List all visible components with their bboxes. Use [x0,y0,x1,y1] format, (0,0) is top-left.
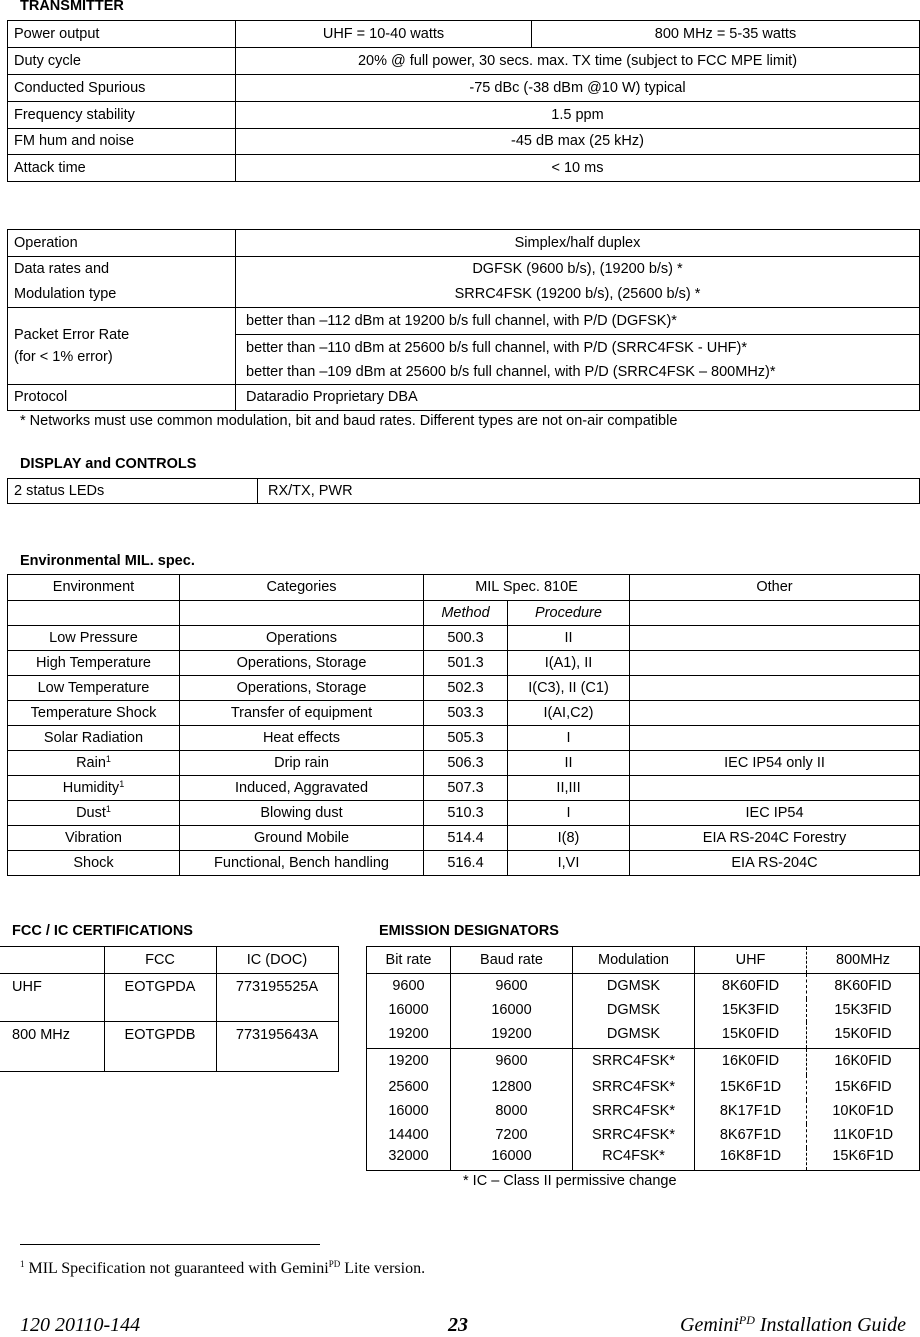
uhf-cell: 15K6F1D [695,1075,807,1100]
row-value: Simplex/half duplex [236,230,920,257]
mod-cell: RC4FSK* [573,1148,695,1171]
uhf-cell: 8K60FID [695,974,807,999]
table-row [8,155,920,182]
mod-cell: SRRC4FSK* [573,1100,695,1124]
empty-cell [180,601,424,626]
footnote-sup: PD [328,1259,341,1269]
table-header-row [0,947,338,974]
method-cell: 510.3 [424,801,508,826]
other-cell [630,726,920,751]
table-row [367,1075,920,1100]
row-value: -45 dB max (25 kHz) [236,129,920,155]
row-label: Operation [8,230,236,257]
table-row [367,999,920,1022]
row-value: 1.5 ppm [236,102,920,129]
table-row [8,48,920,75]
value-line: SRRC4FSK (19200 b/s), (25600 b/s) * [454,286,701,302]
table-row [8,751,920,776]
uhf-cell: 15K3FID [695,999,807,1022]
method-cell: 500.3 [424,626,508,651]
cat-cell: Operations, Storage [180,676,424,701]
row-label: Power output [8,21,236,48]
operation-table [7,229,920,411]
row-label: Conducted Spurious [8,75,236,102]
empty-cell [630,601,920,626]
table-row [8,826,920,851]
fcc-title: FCC / IC CERTIFICATIONS [12,923,193,939]
uhf-cell: 8K17F1D [695,1100,807,1124]
footnote-ref: 1 [105,753,111,764]
footnote-rule [20,1244,320,1245]
display-table [7,478,920,504]
mhz-cell: 15K0FID [807,1022,920,1049]
cat-cell: Functional, Bench handling [180,851,424,876]
proc-cell: I,VI [508,851,630,876]
cat-cell: Blowing dust [180,801,424,826]
table-row [8,21,920,48]
ic-cell: 773195643A [216,1022,338,1072]
value-line: better than –109 dBm at 25600 b/s full channel, with P/D (SRRC4FSK – 800MHz)* [246,363,776,380]
baud-cell: 8000 [451,1100,573,1124]
row-label: Protocol [8,385,236,411]
method-cell: 516.4 [424,851,508,876]
env-text: Rain [76,754,106,771]
cat-cell: Operations, Storage [180,651,424,676]
env-cell [8,776,180,801]
bit-cell: 9600 [367,974,451,999]
uhf-cell: 16K0FID [695,1049,807,1075]
row-value: 20% @ full power, 30 secs. max. TX time (subject to FCC MPE limit) [236,48,920,75]
label-line: Packet Error Rate [14,327,130,343]
row-value: 800 MHz = 5-35 watts [532,21,920,48]
doc-title [680,1314,906,1337]
env-cell: Temperature Shock [8,701,180,726]
row-value: better than –112 dBm at 19200 b/s full channel, with P/D (DGFSK)* [236,308,920,335]
method-cell: 506.3 [424,751,508,776]
bit-cell: 16000 [367,1100,451,1124]
method-cell: 501.3 [424,651,508,676]
bit-cell: 19200 [367,1022,451,1049]
footnote-text: MIL Specification not guaranteed with Gemini [28,1260,329,1277]
table-row [8,651,920,676]
row-value: UHF = 10-40 watts [236,21,532,48]
label-line: Data rates and [14,261,110,277]
mod-cell: SRRC4FSK* [573,1124,695,1148]
env-table [7,574,920,876]
other-cell: IEC IP54 only II [630,751,920,776]
baud-cell: 9600 [451,974,573,999]
method-cell: 503.3 [424,701,508,726]
uhf-cell: 16K8F1D [695,1148,807,1171]
env-cell: Shock [8,851,180,876]
fcc-table [0,946,339,1072]
table-row [8,230,920,257]
table-row [367,1124,920,1148]
empty-cell [8,601,180,626]
method-cell: 505.3 [424,726,508,751]
doc-number: 120 20110-144 [20,1314,141,1336]
col-header: Other [630,575,920,601]
bit-cell: 19200 [367,1049,451,1075]
baud-cell: 9600 [451,1049,573,1075]
emission-title: EMISSION DESIGNATORS [379,923,559,939]
mhz-cell: 15K6F1D [807,1148,920,1171]
cat-cell: Operations [180,626,424,651]
col-header: Modulation [573,947,695,974]
networks-note: * Networks must use common modulation, bit and baud rates. Different types are not on-air compatible [20,413,678,429]
mhz-cell: 15K6FID [807,1075,920,1100]
table-subheader-row [8,601,920,626]
footnote [20,1260,425,1278]
env-cell [8,751,180,776]
method-cell: 507.3 [424,776,508,801]
table-row [367,1100,920,1124]
bit-cell: 32000 [367,1148,451,1171]
mhz-cell: 16K0FID [807,1049,920,1075]
row-label [8,257,236,308]
transmitter-table [7,20,920,182]
col-header: FCC [104,947,216,974]
transmitter-title: TRANSMITTER [20,0,124,14]
other-cell: IEC IP54 [630,801,920,826]
table-header-row [367,947,920,974]
proc-cell: I(A1), II [508,651,630,676]
proc-cell: I [508,726,630,751]
proc-cell: II [508,751,630,776]
other-cell: EIA RS-204C Forestry [630,826,920,851]
col-header: Bit rate [367,947,451,974]
row-label: Frequency stability [8,102,236,129]
col-header: Procedure [508,601,630,626]
method-cell: 502.3 [424,676,508,701]
col-header: 800MHz [807,947,920,974]
proc-cell: I(C3), II (C1) [508,676,630,701]
table-row [8,676,920,701]
baud-cell: 19200 [451,1022,573,1049]
cat-cell: Heat effects [180,726,424,751]
env-text: Dust [76,804,106,821]
mhz-cell: 10K0F1D [807,1100,920,1124]
table-row [8,851,920,876]
table-row [8,726,920,751]
proc-cell: I(AI,C2) [508,701,630,726]
row-label: FM hum and noise [8,129,236,155]
footnote-ref: 1 [119,778,125,789]
footnote-number: 1 [20,1259,25,1269]
env-cell: Vibration [8,826,180,851]
bit-cell: 14400 [367,1124,451,1148]
table-row [8,479,920,504]
col-header: IC (DOC) [216,947,338,974]
col-header: Categories [180,575,424,601]
table-row [8,129,920,155]
col-header: Method [424,601,508,626]
row-label: 2 status LEDs [8,479,258,504]
empty-cell [0,947,104,974]
env-cell: Solar Radiation [8,726,180,751]
other-cell [630,701,920,726]
mod-cell: SRRC4FSK* [573,1049,695,1075]
value-line: DGFSK (9600 b/s), (19200 b/s) * [472,261,683,277]
row-value: -75 dBc (-38 dBm @10 W) typical [236,75,920,102]
bit-cell: 25600 [367,1075,451,1100]
cat-cell: Ground Mobile [180,826,424,851]
env-title: Environmental MIL. spec. [20,553,195,569]
table-row [8,385,920,411]
emission-note: * IC – Class II permissive change [463,1173,677,1189]
uhf-cell: 15K0FID [695,1022,807,1049]
col-header: Environment [8,575,180,601]
table-row [8,257,920,308]
table-row [0,974,338,1022]
proc-cell: I(8) [508,826,630,851]
fcc-cell: EOTGPDB [104,1022,216,1072]
row-value: < 10 ms [236,155,920,182]
band-cell: UHF [0,974,104,1022]
page-number: 23 [448,1314,468,1336]
other-cell [630,651,920,676]
env-cell [8,801,180,826]
mod-cell: DGMSK [573,999,695,1022]
col-header: Baud rate [451,947,573,974]
mod-cell: SRRC4FSK* [573,1075,695,1100]
baud-cell: 12800 [451,1075,573,1100]
row-value [236,257,920,308]
table-row [8,308,920,335]
row-label: Attack time [8,155,236,182]
table-row [8,626,920,651]
ic-cell: 773195525A [216,974,338,1022]
table-row [8,776,920,801]
mhz-cell: 8K60FID [807,974,920,999]
proc-cell: II,III [508,776,630,801]
mhz-cell: 11K0F1D [807,1124,920,1148]
table-row [8,75,920,102]
row-value: Dataradio Proprietary DBA [236,385,920,411]
footnote-ref: 1 [105,803,111,814]
col-header: UHF [695,947,807,974]
table-row [367,1049,920,1075]
baud-cell: 7200 [451,1124,573,1148]
display-title: DISPLAY and CONTROLS [20,456,197,472]
baud-cell: 16000 [451,999,573,1022]
table-header-row [8,575,920,601]
table-row [367,1022,920,1049]
table-row [8,801,920,826]
band-cell: 800 MHz [0,1022,104,1072]
label-line: Modulation type [14,286,117,302]
table-row [8,701,920,726]
doc-title-end: Installation Guide [754,1314,906,1336]
cat-cell: Transfer of equipment [180,701,424,726]
doc-title-sup: PD [738,1313,755,1327]
label-line: (for < 1% error) [14,349,113,365]
fcc-cell: EOTGPDA [104,974,216,1022]
table-row [367,974,920,999]
col-header: MIL Spec. 810E [424,575,630,601]
mod-cell: DGMSK [573,974,695,999]
value-line: better than –110 dBm at 25600 b/s full channel, with P/D (SRRC4FSK - UHF)* [246,339,748,356]
row-value [236,335,920,385]
mhz-cell: 15K3FID [807,999,920,1022]
baud-cell: 16000 [451,1148,573,1171]
env-cell: Low Pressure [8,626,180,651]
row-label: Duty cycle [8,48,236,75]
env-text: Humidity [62,779,120,796]
env-cell: Low Temperature [8,676,180,701]
mod-cell: DGMSK [573,1022,695,1049]
cat-cell: Induced, Aggravated [180,776,424,801]
doc-title-text: Gemini [680,1314,739,1336]
table-row [367,1148,920,1171]
bit-cell: 16000 [367,999,451,1022]
proc-cell: I [508,801,630,826]
other-cell [630,626,920,651]
row-label [8,308,236,385]
table-row [8,102,920,129]
other-cell: EIA RS-204C [630,851,920,876]
proc-cell: II [508,626,630,651]
footnote-text-end: Lite version. [340,1260,426,1277]
cat-cell: Drip rain [180,751,424,776]
table-row [0,1022,338,1072]
emission-table [366,946,920,1171]
other-cell [630,776,920,801]
uhf-cell: 8K67F1D [695,1124,807,1148]
row-value: RX/TX, PWR [258,479,920,504]
method-cell: 514.4 [424,826,508,851]
other-cell [630,676,920,701]
env-cell: High Temperature [8,651,180,676]
